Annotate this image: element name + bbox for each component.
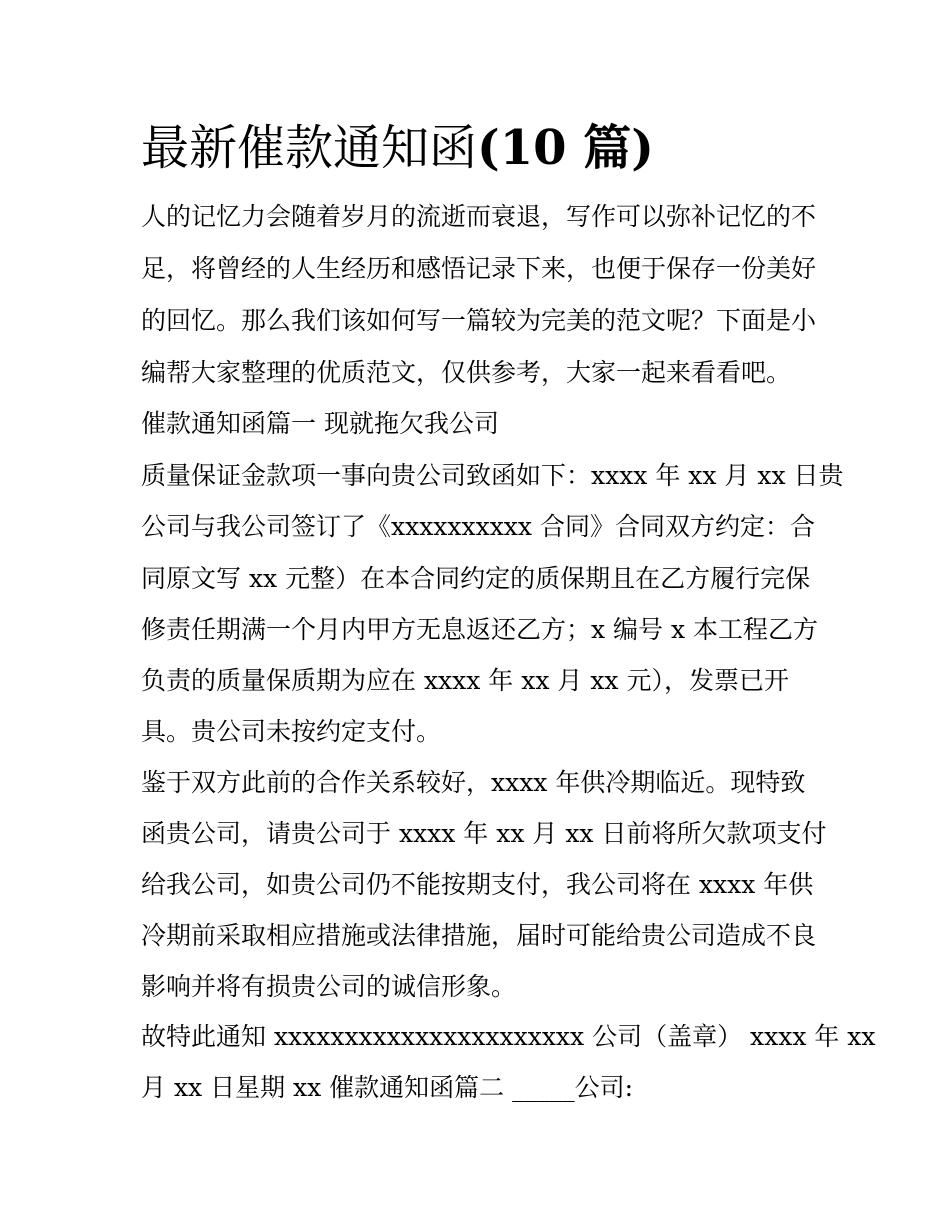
text-line: 编帮大家整理的优质范文，仅供参考，大家一起来看看吧。 [141, 358, 792, 387]
text-line: 质量保证金款项一事向贵公司致函如下：xxxx 年 xx 月 xx 日贵 [141, 461, 844, 490]
text-line: 的回忆。那么我们该如何写一篇较为完美的范文呢？下面是小 [141, 306, 817, 335]
text-line: 函贵公司，请贵公司于 xxxx 年 xx 月 xx 日前将所欠款项支付 [141, 819, 827, 848]
text-line: 人的记忆力会随着岁月的流逝而衰退，写作可以弥补记忆的不 [141, 202, 817, 231]
text-line: 足，将曾经的人生经历和感悟记录下来，也便于保存一份美好 [141, 254, 817, 283]
document-title [141, 118, 654, 178]
text-line: 修责任期满一个月内甲方无息返还乙方；x 编号 x 本工程乙方 [141, 615, 819, 644]
text-line: 冷期前采取相应措施或法律措施，届时可能给贵公司造成不良 [141, 921, 817, 950]
text-line: 月 xx 日星期 xx 催款通知函篇二 _____公司: [141, 1073, 634, 1102]
text-line: 公司与我公司签订了《xxxxxxxxxx 合同》合同双方约定：合 [141, 512, 815, 541]
text-line: 鉴于双方此前的合作关系较好，xxxx 年供冷期临近。现特致 [141, 768, 806, 797]
section-heading-line: 催款通知函篇一 现就拖欠我公司 [141, 409, 499, 438]
document-title-suffix: (10 篇) [477, 120, 654, 176]
text-line: 同原文写 xx 元整）在本合同约定的质保期且在乙方履行完保 [141, 564, 811, 593]
text-line: 影响并将有损贵公司的诚信形象。 [141, 972, 517, 1001]
text-line: 故特此通知 xxxxxxxxxxxxxxxxxxxxxx 公司（盖章） xxxx 年 xx [141, 1022, 876, 1051]
text-line: 给我公司，如贵公司仍不能按期支付，我公司将在 xxxx 年供 [141, 870, 814, 899]
text-line: 负责的质量保质期为应在 xxxx 年 xx 月 xx 元），发票已开 [141, 666, 789, 695]
text-line: 具。贵公司未按约定支付。 [141, 717, 442, 746]
document-title-main: 最新催款通知函 [141, 120, 478, 176]
